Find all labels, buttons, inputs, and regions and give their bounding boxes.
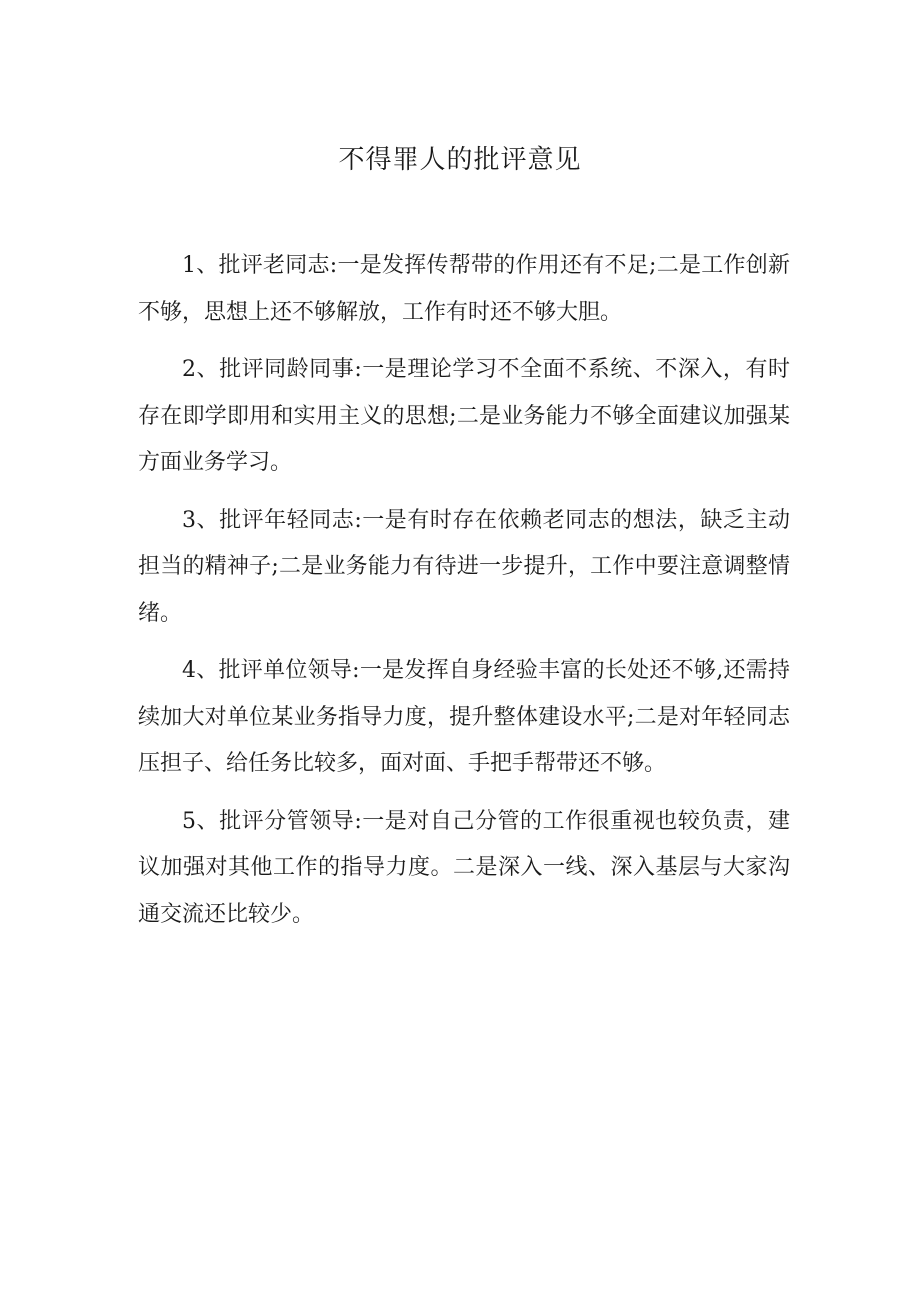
paragraph-4: 4、批评单位领导:一是发挥自身经验丰富的长处还不够,还需持续加大对单位某业务指导力度，提升整体建设水平;二是对年轻同志压担子、给任务比较多，面对面、手把手帮带还不够。 (138, 658, 790, 776)
paragraph-2: 2、批评同龄同事:一是理论学习不全面不系统、不深入，有时存在即学即用和实用主义的思想;二是业务能力不够全面建议加强某方面业务学习。 (138, 357, 790, 475)
document-body (138, 243, 790, 949)
document-title: 不得罪人的批评意见 (338, 145, 582, 175)
paragraph-1: 1、批评老同志:一是发挥传帮带的作用还有不足;二是工作创新不够，思想上还不够解放，工作有时还不够大胆。 (138, 253, 790, 325)
paragraph-3: 3、批评年轻同志:一是有时存在依赖老同志的想法，缺乏主动担当的精神子;二是业务能力有待进一步提升，工作中要注意调整情绪。 (138, 507, 790, 626)
paragraph-5: 5、批评分管领导:一是对自己分管的工作很重视也较负责，建议加强对其他工作的指导力度。二是深入一线、深入基层与大家沟通交流还比较少。 (138, 808, 790, 927)
